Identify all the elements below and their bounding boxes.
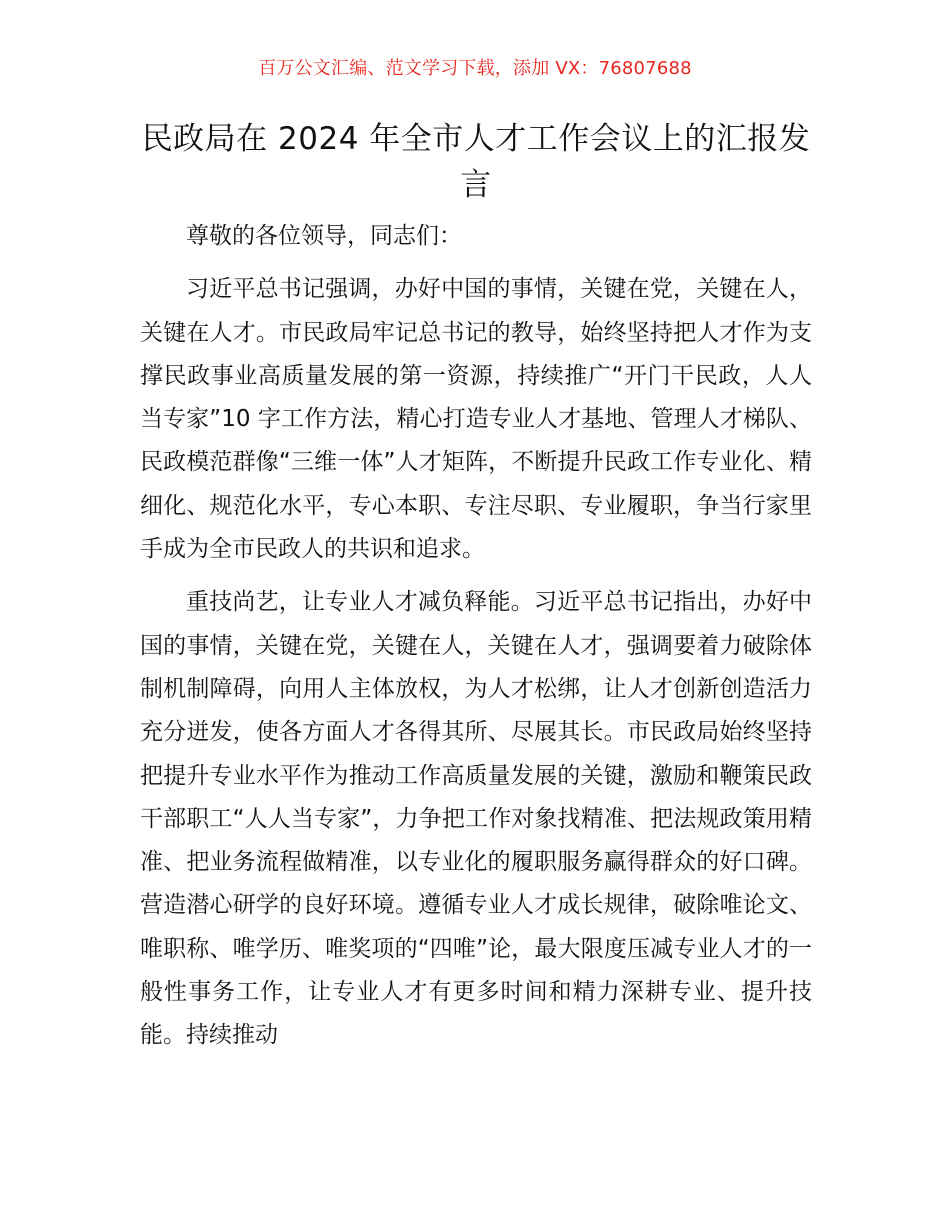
body-paragraph: 重技尚艺，让专业人才减负释能。习近平总书记指出，办好中国的事情，关键在党，关键在人，关键在人才，强调要着力破除体制机制障碍，向用人主体放权，为人才松绑，让人才创新创造活力充分迸发，使各方面人才各得其所、尽展其长。市民政局始终坚持把提升专业水平作为推动工作高质量发展的关键，激励和鞭策民政干部职工“人人当专家”，力争把工作对象找精准、把法规政策用精准、把业务流程做精准，以专业化的履职服务赢得群众的好口碑。营造潜心研学的良好环境。遵循专业人才成长规律，破除唯论文、唯职称、唯学历、唯奖项的“四唯”论，最大限度压减专业人才的一般性事务工作，让专业人才有更多时间和精力深耕专业、提升技能。持续推动 xyxy=(140,589,812,1049)
promo-banner-text: 百万公文汇编、范文学习下载，添加 VX：76807688 xyxy=(258,58,692,79)
greeting-paragraph: 尊敬的各位领导，同志们： xyxy=(186,223,462,249)
document-title: 民政局在 2024 年全市人才工作会议上的汇报发言 xyxy=(141,121,811,203)
document-body xyxy=(140,215,812,1058)
body-paragraph: 习近平总书记强调，办好中国的事情，关键在党，关键在人，关键在人才。市民政局牢记总书记的教导，始终坚持把人才作为支撑民政事业高质量发展的第一资源，持续推广“开门干民政，人人当专家”10 字工作方法，精心打造专业人才基地、管理人才梯队、民政模范群像“三维一体”人才矩阵，不断提升民政工作专业化、精细化、规范化水平，专心本职、专注尽职、专业履职，争当行家里手成为全市民政人的共识和追求。 xyxy=(140,276,812,563)
